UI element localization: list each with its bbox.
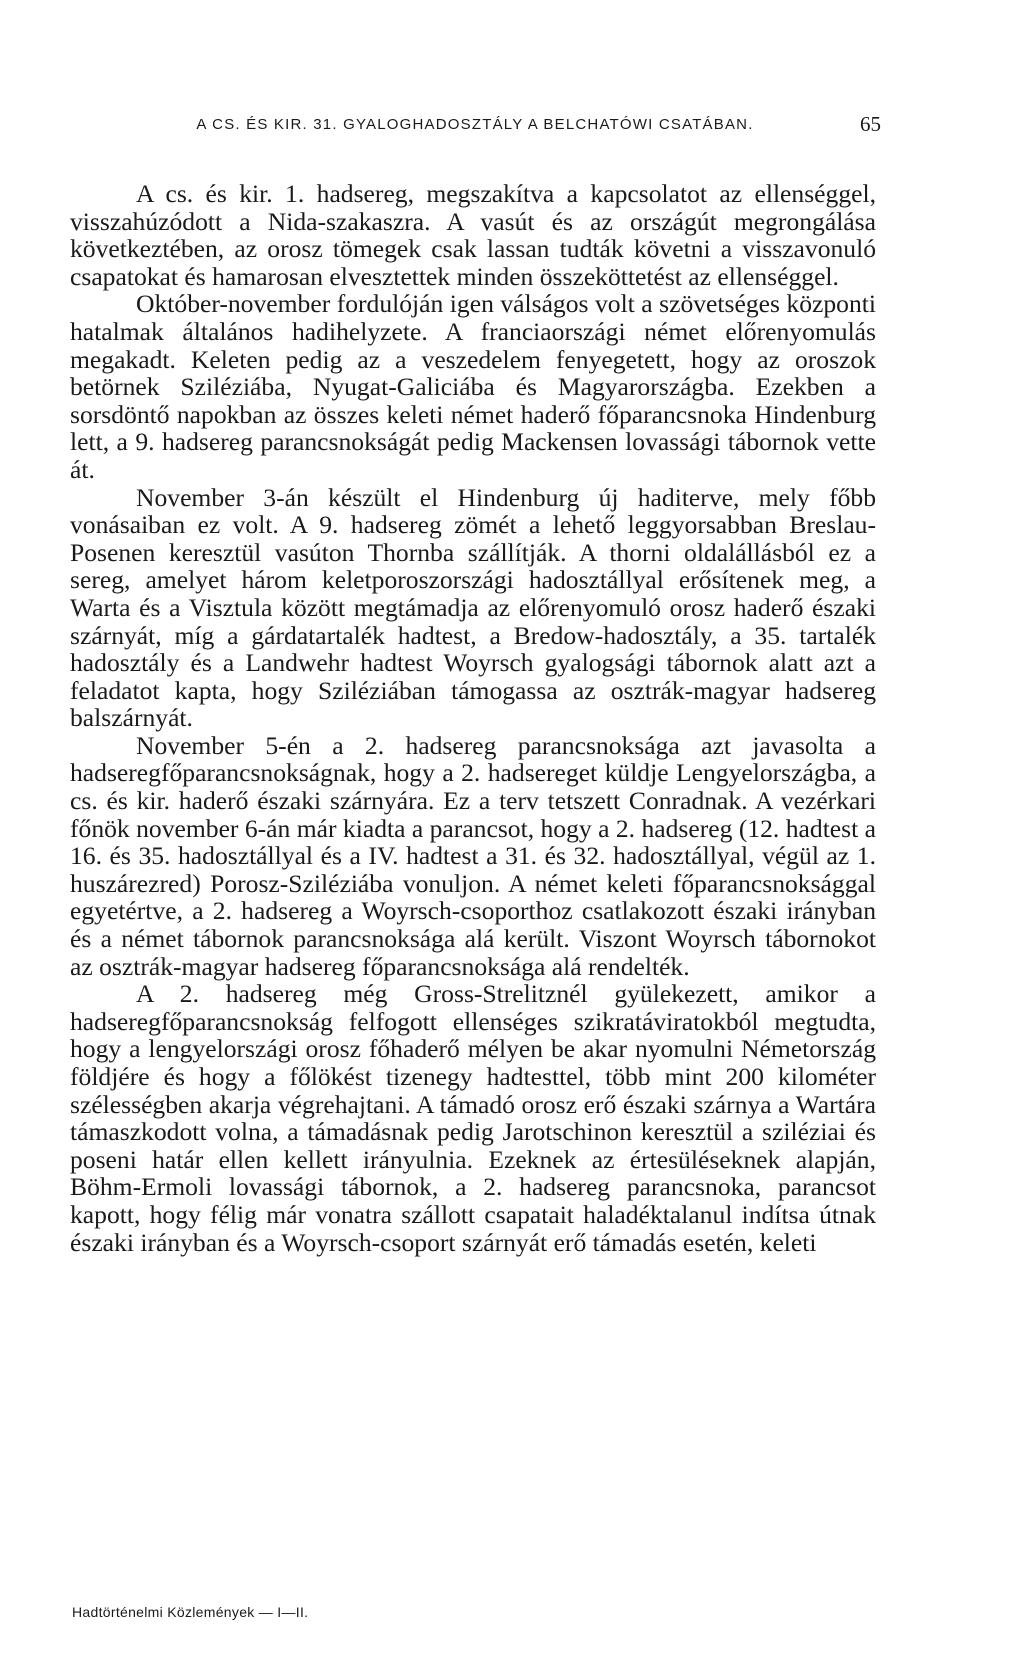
- running-title: A CS. ÉS KIR. 31. GYALOGHADOSZTÁLY A BELCHATÓWI CSATÁBAN.: [196, 116, 754, 133]
- page-number: 65: [860, 112, 881, 136]
- body-text: [70, 180, 876, 1256]
- paragraph: Október-november fordulóján igen válságos volt a szövetséges központi hatalmak általános hadihelyzete. A franciaországi német előrenyomulás megakadt. Keleten pedig az a veszedelem fenyegetett, hogy az oroszok betörnek Sziléziába, Nyugat-Galiciába és Magyarországba. Ezekben a sorsdöntő napokban az összes keleti német haderő főparancsnoka Hindenburg lett, a 9. hadsereg parancsnokságát pedig Mackensen lovassági tábornok vette át.: [70, 289, 876, 484]
- paragraph: November 3-án készült el Hindenburg új haditerve, mely főbb vonásaiban ez volt. A 9. hadsereg zömét a lehető leggyorsabban Breslau-Posenen keresztül vasúton Thornba szállítják. A thorni oldalállásból ez a sereg, amelyet három keletporoszországi hadosztállyal erősítenek meg, a Warta és a Visztula között megtámadja az előrenyomuló orosz haderő északi szárnyát, míg a gárdatartalék hadtest, a Bredow-hadosztály, a 35. tartalék hadosztály és a Landwehr hadtest Woyrsch gyalogsági tábornok alatt azt a feladatot kapta, hogy Sziléziában támogassa az osztrák-magyar hadsereg balszárnyát.: [70, 482, 876, 733]
- paragraph: A 2. hadsereg még Gross-Strelitznél gyülekezett, amikor a hadseregfőparancsnokság felfogott ellenséges szikratáviratokból megtudta, hogy a lengyelországi orosz főhaderő mélyen be akar nyomulni Németország földjére és hogy a főlökést tizenegy hadtesttel, több mint 200 kilométer szélességben akarja végrehajtani. A támadó orosz erő északi szárnya a Wartára támaszkodott volna, a támadásnak pedig Jarotschinon keresztül a sziléziai és poseni határ ellen kellett irányulnia. Ezeknek az értesüléseknek alapján, Böhm-Ermoli lovassági tábornok, a 2. hadsereg parancsnoka, parancsot kapott, hogy félig már vonatra szállott csapatait haladéktalanul indítsa útnak északi irányban és a Woyrsch-csoport szárnyát erő támadás esetén, keleti: [70, 979, 876, 1257]
- paragraph: A cs. és kir. 1. hadsereg, megszakítva a kapcsolatot az ellenséggel, visszahúzódott a Nida-szakaszra. A vasút és az országút megrongálása következtében, az orosz tömegek csak lassan tudták követni a visszavonuló csapatokat és hamarosan elvesztettek minden összeköttetést az ellenséggel.: [70, 179, 876, 291]
- footer-journal-title: Hadtörténelmi Közlemények — I—II.: [72, 1604, 309, 1620]
- paragraph: November 5-én a 2. hadsereg parancsnoksága azt javasolta a hadseregfőparancsnokságnak, hogy a 2. hadsereget küldje Lengyelországba, a cs. és kir. haderő északi szárnyára. Ez a terv tetszett Conradnak. A vezérkari főnök november 6-án már kiadta a parancsot, hogy a 2. hadsereg (12. hadtest a 16. és 35. hadosztállyal és a IV. hadtest a 31. és 32. hadosztállyal, végül az 1. huszárezred) Porosz-Sziléziába vonuljon. A német keleti főparancsnoksággal egyetértve, a 2. hadsereg a Woyrsch-csoporthoz csatlakozott északi irányban és a német tábornok parancsnoksága alá került. Viszont Woyrsch tábornokot az osztrák-magyar hadsereg főparancsnoksága alá rendelték.: [70, 730, 876, 981]
